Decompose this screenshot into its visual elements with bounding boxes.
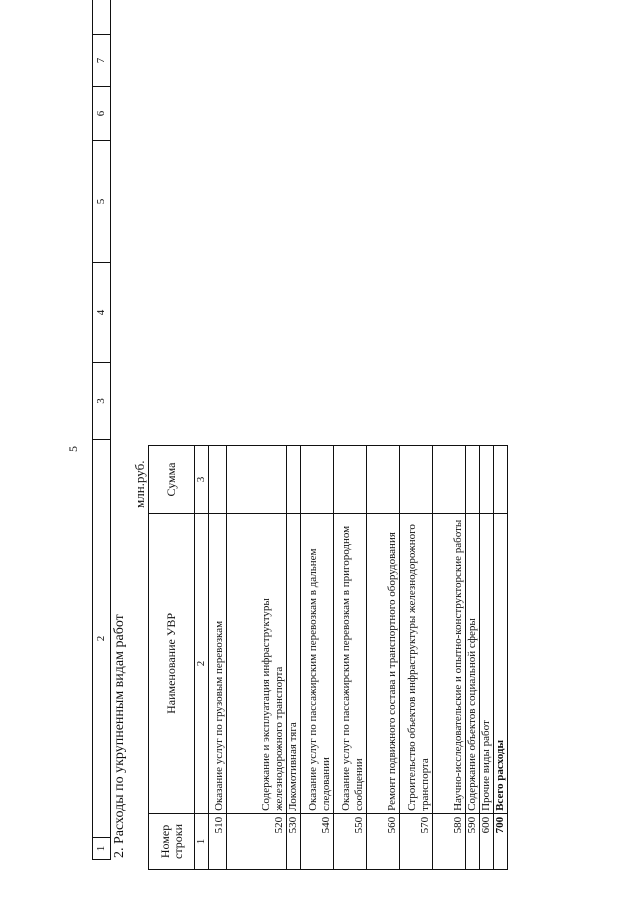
header-col-6: 6: [93, 87, 111, 141]
row-sum: [209, 446, 227, 514]
section-title: 2. Расходы по укрупненным видам работ: [112, 614, 127, 858]
row-code: 520: [227, 813, 287, 869]
table-row: [209, 446, 227, 870]
table-row: [227, 446, 287, 870]
row-sum: [367, 446, 400, 514]
table-row: [301, 446, 334, 870]
header-col-4: 4: [93, 263, 111, 363]
column-header-sum: Сумма: [149, 446, 195, 514]
row-sum: [480, 446, 494, 514]
header-col-7: 7: [93, 35, 111, 87]
row-name: Оказание услуг по пассажирским перевозкам в пригородном сообщении: [334, 513, 367, 813]
row-code: 580: [433, 813, 466, 869]
row-sum: [227, 446, 287, 514]
header-col-8: [93, 0, 111, 35]
row-code: 570: [400, 813, 433, 869]
row-sum: [301, 446, 334, 514]
row-name: Оказание услуг по грузовым перевозкам: [209, 513, 227, 813]
units-label: млн.руб.: [132, 460, 147, 508]
table-row: [466, 446, 480, 870]
column-header-row-number: Номер строки: [149, 813, 195, 869]
row-name: Всего расходы: [494, 513, 508, 813]
column-number-header: [92, 0, 111, 860]
row-name: Прочие виды работ: [480, 513, 494, 813]
table-row: [400, 446, 433, 870]
table-row: [287, 446, 301, 870]
row-name: Содержание объектов социальной сферы: [466, 513, 480, 813]
row-name: Оказание услуг по пассажирским перевозкам в дальнем следовании: [301, 513, 334, 813]
row-sum: [494, 446, 508, 514]
header-col-3: 3: [93, 363, 111, 440]
row-code: 600: [480, 813, 494, 869]
table-row-total: [494, 446, 508, 870]
table-row: [433, 446, 466, 870]
row-name: Научно-исследовательские и опытно-конструкторские работы: [433, 513, 466, 813]
row-name: Локомотивная тяга: [287, 513, 301, 813]
row-name: Ремонт подвижного состава и транспортного оборудования: [367, 513, 400, 813]
expenses-table: [148, 445, 508, 870]
row-code: 510: [209, 813, 227, 869]
header-col-1: 1: [93, 838, 111, 860]
header-col-2: 2: [93, 440, 111, 838]
index-cell: 2: [195, 513, 209, 813]
header-col-5: 5: [93, 141, 111, 263]
row-code: 540: [301, 813, 334, 869]
index-cell: 1: [195, 813, 209, 869]
table-row: [480, 446, 494, 870]
row-code: 530: [287, 813, 301, 869]
row-name: Содержание и эксплуатация инфраструктуры железнодорожного транспорта: [227, 513, 287, 813]
row-sum: [287, 446, 301, 514]
row-sum: [334, 446, 367, 514]
row-sum: [466, 446, 480, 514]
row-name: Строительство объектов инфраструктуры железнодорожного транспорта: [400, 513, 433, 813]
table-row: [334, 446, 367, 870]
row-code: 550: [334, 813, 367, 869]
row-code: 700: [494, 813, 508, 869]
row-code: 560: [367, 813, 400, 869]
page-number: 5: [66, 446, 80, 452]
index-cell: 3: [195, 446, 209, 514]
column-header-name: Наименование УВР: [149, 513, 195, 813]
row-code: 590: [466, 813, 480, 869]
table-row: [367, 446, 400, 870]
row-sum: [433, 446, 466, 514]
rotated-page-content: [92, 57, 506, 860]
row-sum: [400, 446, 433, 514]
